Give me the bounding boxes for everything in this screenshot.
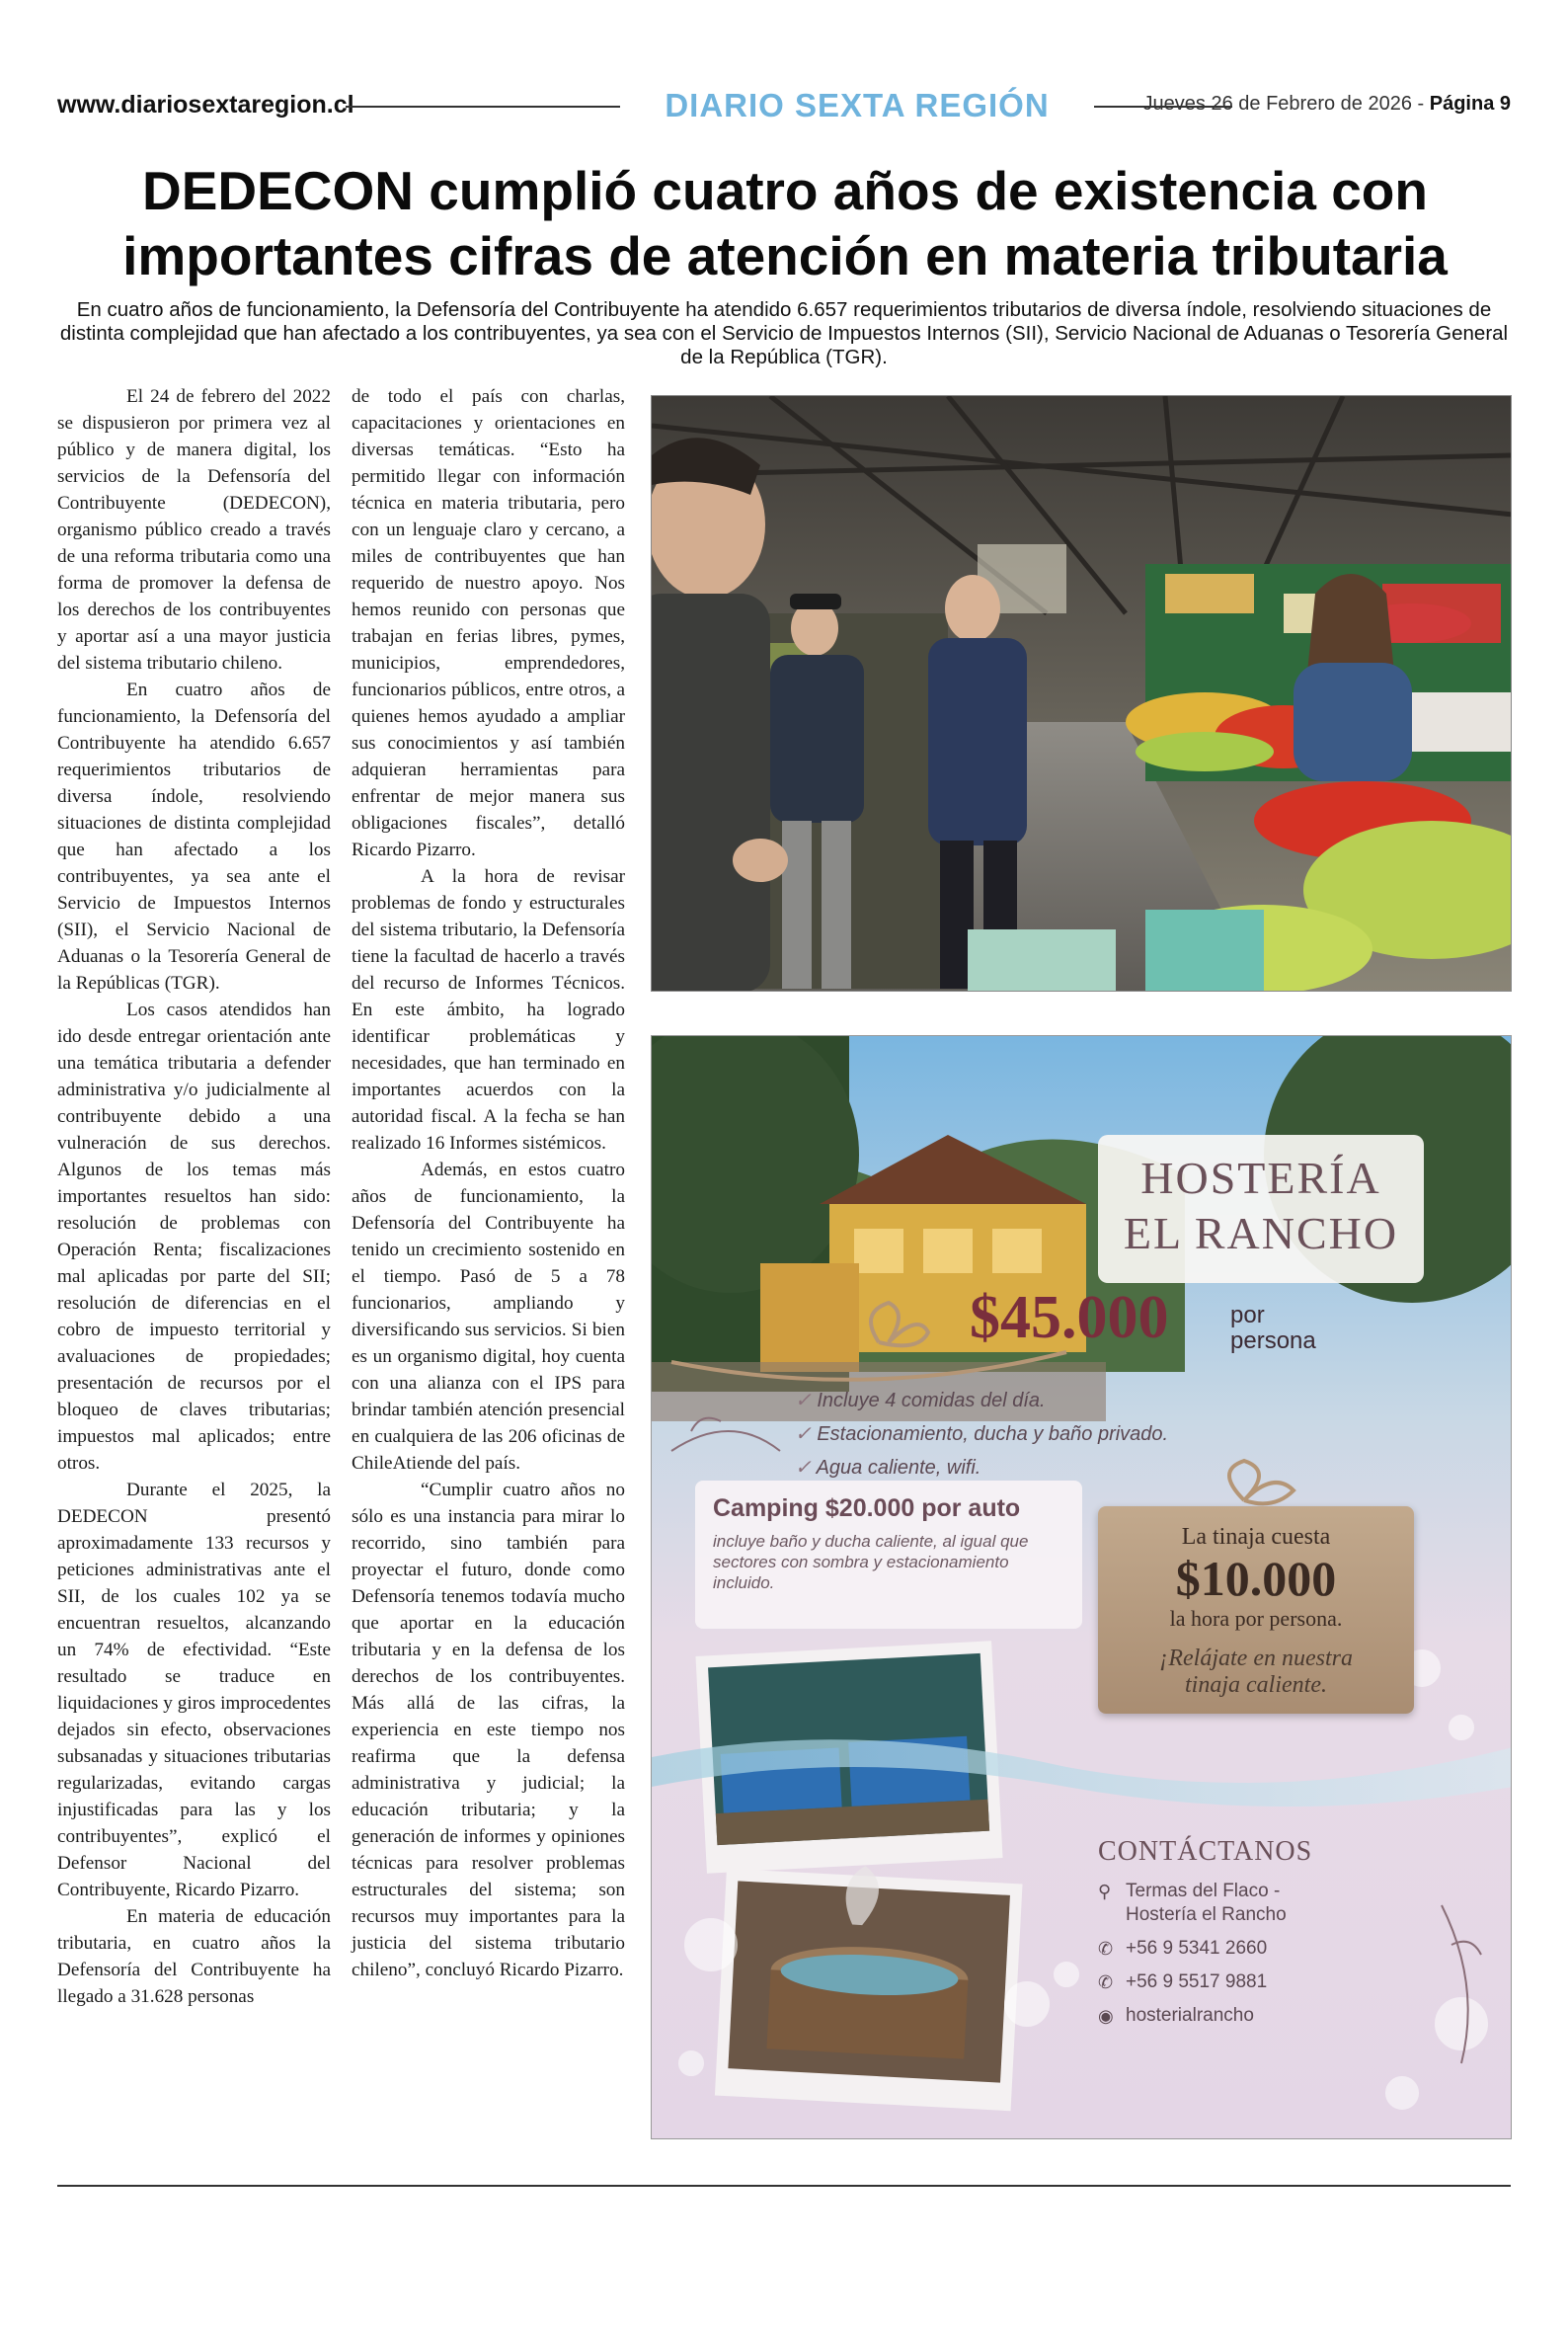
- includes-list: [795, 1384, 1168, 1485]
- site-url[interactable]: www.diariosextaregion.cl: [57, 91, 354, 119]
- masthead-rule-left: [346, 106, 620, 108]
- phone-2-text[interactable]: +56 9 5517 9881: [1126, 1971, 1268, 1992]
- hosteria-advertisement: [651, 1035, 1512, 2139]
- bottom-rule: [57, 2185, 1511, 2187]
- price-unit-line-2: persona: [1230, 1327, 1316, 1354]
- paragraph: En materia de educación tributaria, en cuatro años la Defensoría del Contribuyente ha llegado a 31.628 personas: [57, 1906, 331, 2007]
- market-photo: [651, 395, 1512, 992]
- location-text: [1126, 1880, 1287, 1927]
- camping-text: incluye baño y ducha caliente, al igual que sectores con sombra y estacionamiento incluido.: [713, 1532, 1029, 1592]
- instagram-handle[interactable]: hosterialrancho: [1126, 2005, 1254, 2026]
- paragraph: El 24 de febrero del 2022 se dispusieron por primera vez al público y de manera digital, los servicios de la Defensoría del Contribuyente (DEDECON), organismo público creado a través de una reforma tributaria como una forma de promover la defensa de los derechos de los contribuyentes y aportar así a una mayor justicia del sistema tributario chileno.: [57, 386, 331, 674]
- newspaper-name: DIARIO SEXTA REGIÓN: [665, 87, 1050, 123]
- article-column-2: [352, 383, 625, 1983]
- headline-line-1: DEDECON cumplió cuatro años de existencia con: [142, 160, 1428, 221]
- include-item: ✓ Estacionamiento, ducha y baño privado.: [795, 1417, 1168, 1451]
- contact-instagram[interactable]: [1098, 2004, 1384, 2028]
- hosteria-title: [1098, 1135, 1424, 1283]
- phone-icon: ✆: [1098, 1972, 1114, 1992]
- paragraph: A la hora de revisar problemas de fondo y estructurales del sistema tributario, la Defensoría tiene la facultad de hacerlo a través del recurso de Informes Técnicos. En este ámbito, ha logrado identificar problemáticas y necesidades, que han terminado en importantes acuerdos con la autoridad fiscal. A la fecha se han realizado 16 Informes sistémicos.: [352, 866, 625, 1154]
- paragraph: Durante el 2025, la DEDECON presentó aproximadamente 133 recursos y peticiones administrativas ante el SII, de los cuales 102 ya se encuentran resueltos, alcanzando un 74% de efectividad. “Este resultado se traduce en liquidaciones y giros improcedentes dejados sin efecto, observaciones subsanadas y situaciones tributarias regularizadas, evitando cargas injustificadas para las y los contribuyentes”, explicó el Defensor Nacional del Contribuyente, Ricardo Pizarro.: [57, 1480, 331, 1900]
- price-unit: [1230, 1303, 1316, 1354]
- camping-box: [695, 1481, 1082, 1629]
- include-item: ✓ Agua caliente, wifi.: [795, 1451, 1168, 1485]
- contact-block: [1098, 1836, 1384, 2038]
- date-text: Jueves 26 de Febrero de 2026 -: [1142, 93, 1430, 115]
- contact-phone-2[interactable]: [1098, 1970, 1384, 1994]
- hosteria-title-line-1: HOSTERÍA: [1140, 1153, 1381, 1203]
- headline-line-2: importantes cifras de atención en materia tributaria: [122, 225, 1448, 286]
- hosteria-title-line-2: EL RANCHO: [1123, 1208, 1399, 1258]
- issue-date: [1143, 93, 1511, 116]
- camping-title: Camping $20.000 por auto: [713, 1494, 1021, 1522]
- market-photo-illustration: [652, 396, 1512, 992]
- tinaja-slogan-line-1: ¡Relájate en nuestra: [1159, 1646, 1353, 1671]
- price-per-person: $45.000: [970, 1284, 1169, 1351]
- article-lead: En cuatro años de funcionamiento, la Defensoría del Contribuyente ha atendido 6.657 requerimientos tributarios de diversa índole, resolviendo situaciones de distinta complejidad que han afectado a los contribuyentes, ya sea con el Servicio de Impuestos Internos (SII), Servicio Nacional de Aduanas o Tesorería General de la República (TGR).: [59, 298, 1509, 368]
- paragraph: de todo el país con charlas, capacitaciones y orientaciones en diversas temáticas. “Esto ha permitido llegar con información técnica en materia tributaria, pero con un lenguaje claro y cercano, a miles de contribuyentes que han requerido de nuestro apoyo. Nos hemos reunido con personas que trabajan en ferias libres, pymes, municipios, emprendedores, funcionarios públicos, entre otros, a quienes hemos ayudado a ampliar sus conocimientos y así también adquieran herramientas para enfrentar de mejor manera sus obligaciones fiscales”, detalló Ricardo Pizarro.: [352, 386, 625, 860]
- page-number: Página 9: [1429, 93, 1511, 115]
- masthead: [57, 87, 1511, 126]
- paragraph: En cuatro años de funcionamiento, la Defensoría del Contribuyente ha atendido 6.657 requerimientos tributarios de diversa índole, resolviendo situaciones de distinta complejidad que han afectado a los contribuyentes, ya sea ante el Servicio de Impuestos Internos (SII), el Servicio Nacional de Aduanas o la Tesorería General de la Repúblicas (TGR).: [57, 680, 331, 994]
- instagram-icon: ◉: [1098, 2006, 1114, 2026]
- include-item: ✓ Incluye 4 comidas del día.: [795, 1384, 1168, 1417]
- contact-location: [1098, 1880, 1384, 1927]
- tinaja-line-1: La tinaja cuesta: [1181, 1524, 1331, 1550]
- paragraph: Además, en estos cuatro años de funcionamiento, la Defensoría del Contribuyente ha tenido un crecimiento sostenido en el tiempo. Pasó de 5 a 78 funcionarios, ampliando y diversificando sus servicios. Si bien es un organismo digital, hoy cuenta con una alianza con el IPS para brindar también atención presencial en cualquiera de las 206 oficinas de ChileAtiende del país.: [352, 1160, 625, 1474]
- location-pin-icon: ⚲: [1098, 1882, 1112, 1901]
- tinaja-slogan: [1098, 1646, 1414, 1699]
- contact-title: CONTÁCTANOS: [1098, 1836, 1313, 1867]
- tinaja-price: $10.000: [1175, 1551, 1337, 1606]
- article-headline: [39, 158, 1530, 288]
- price-unit-line-1: por: [1230, 1302, 1265, 1328]
- article-column-1: [57, 383, 331, 2010]
- tinaja-sign: [1098, 1506, 1414, 1714]
- paragraph: Los casos atendidos han ido desde entregar orientación ante una temática tributaria a defender administrativa y/o judicialmente al contribuyente debido a una vulneración de sus derechos. Algunos de los temas más importantes resueltos han sido: resolución de problemas con Operación Renta; fiscalizaciones mal aplicadas por parte del SII; resolución de diferencias en el cobro de impuesto territorial y avaluaciones de propiedades; presentación de recursos por el bloqueo de claves tributarias; impuestos mal aplicados; entre otros.: [57, 1000, 331, 1474]
- phone-1-text[interactable]: +56 9 5341 2660: [1126, 1938, 1268, 1959]
- tinaja-slogan-line-2: tinaja caliente.: [1185, 1672, 1327, 1698]
- location-line-1: Termas del Flaco -: [1126, 1881, 1281, 1901]
- location-line-2: Hostería el Rancho: [1126, 1904, 1287, 1925]
- tinaja-line-2: la hora por persona.: [1169, 1606, 1343, 1631]
- phone-icon: ✆: [1098, 1939, 1114, 1959]
- contact-phone-1[interactable]: [1098, 1937, 1384, 1961]
- paragraph: “Cumplir cuatro años no sólo es una instancia para mirar lo recorrido, sino también para proyectar el futuro, donde como Defensoría tenemos todavía mucho que aportar en la educación tributaria y en la defensa de los derechos de los contribuyentes. Más allá de las cifras, la experiencia en este tiempo nos reafirma que la defensa administrativa y judicial; la educación tributaria; y la generación de informes y opiniones técnicas para resolver problemas estructurales del sistema; son recursos muy importantes para la justicia del sistema tributario chileno”, concluyó Ricardo Pizarro.: [352, 1480, 625, 1980]
